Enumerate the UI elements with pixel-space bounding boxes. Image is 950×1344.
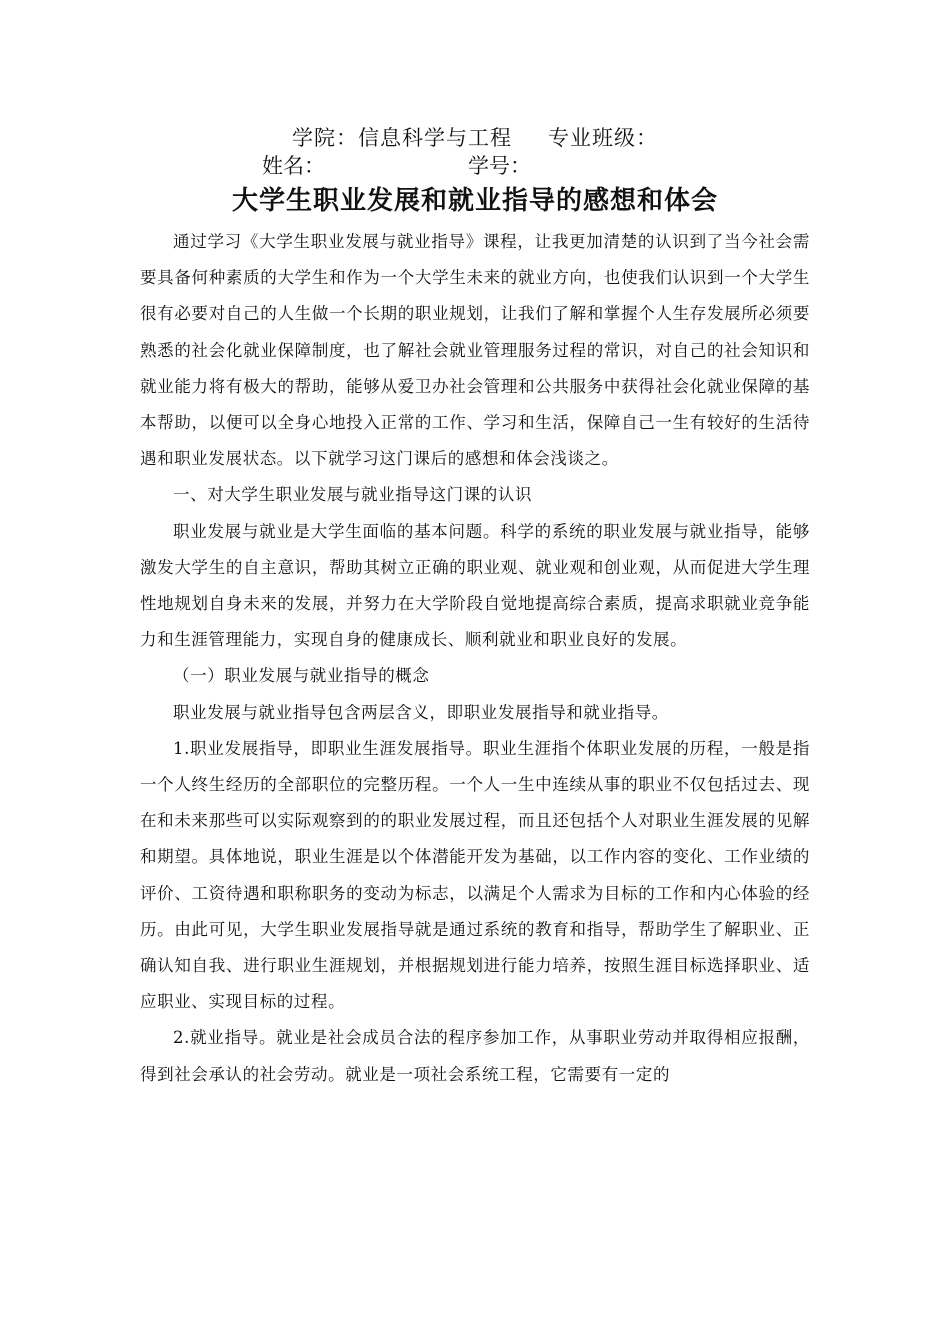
subsection-heading-1: （一）职业发展与就业指导的概念 (173, 666, 430, 686)
name-label: 姓名： (262, 154, 325, 178)
college-label: 学院：信息科学与工程 (292, 126, 512, 150)
section-1-paragraph: 职业发展与就业是大学生面临的基本问题。科学的系统的职业发展与就业指导，能够激发大学生的自主意识，帮助其树立正确的职业观、就业观和创业观，从而促进大学生理性地规划自身未来的发展，并努力在大学阶段自觉地提高综合素质，提高求职就业竞争能力和生涯管理能力，实现自身的健康成长、顺利就业和职业良好的发展。 (140, 521, 810, 650)
header-line-1 (0, 122, 950, 152)
document-body (140, 224, 810, 1093)
class-label: 专业班级： (548, 126, 658, 150)
career-guidance-paragraph: 1.职业发展指导，即职业生涯发展指导。职业生涯指个体职业发展的历程，一般是指一个人终生经历的全部职位的完整历程。一个人一生中连续从事的职业不仅包括过去、现在和未来那些可以实际观察到的的职业发展过程，而且还包括个人对职业生涯发展的见解和期望。具体地说，职业生涯是以个体潜能开发为基础，以工作内容的变化、工作业绩的评价、工资待遇和职称职务的变动为标志，以满足个人需求为目标的工作和内心体验的经历。由此可见，大学生职业发展指导就是通过系统的教育和指导，帮助学生了解职业、正确认知自我、进行职业生涯规划，并根据规划进行能力培养，按照生涯目标选择职业、适应职业、实现目标的过程。 (140, 738, 810, 1012)
document-title: 大学生职业发展和就业指导的感想和体会 (231, 186, 718, 216)
employment-guidance-paragraph: 2.就业指导。就业是社会成员合法的程序参加工作，从事职业劳动并取得相应报酬，得到社会承认的社会劳动。就业是一项社会系统工程，它需要有一定的 (140, 1028, 810, 1084)
student-id-label: 学号： (468, 154, 531, 178)
intro-paragraph: 通过学习《大学生职业发展与就业指导》课程，让我更加清楚的认识到了当今社会需要具备何种素质的大学生和作为一个大学生未来的就业方向，也使我们认识到一个大学生很有必要对自己的人生做一个长期的职业规划，让我们了解和掌握个人生存发展所必须要熟悉的社会化就业保障制度，也了解社会就业管理服务过程的常识，对自己的社会知识和就业能力将有极大的帮助，能够从爱卫办社会管理和公共服务中获得社会化就业保障的基本帮助，以便可以全身心地投入正常的工作、学习和生活，保障自己一生有较好的生活待遇和职业发展状态。以下就学习这门课后的感想和体会浅谈之。 (140, 232, 810, 469)
subsection-1-intro: 职业发展与就业指导包含两层含义，即职业发展指导和就业指导。 (173, 702, 669, 722)
section-heading-1: 一、对大学生职业发展与就业指导这门课的认识 (173, 485, 533, 505)
